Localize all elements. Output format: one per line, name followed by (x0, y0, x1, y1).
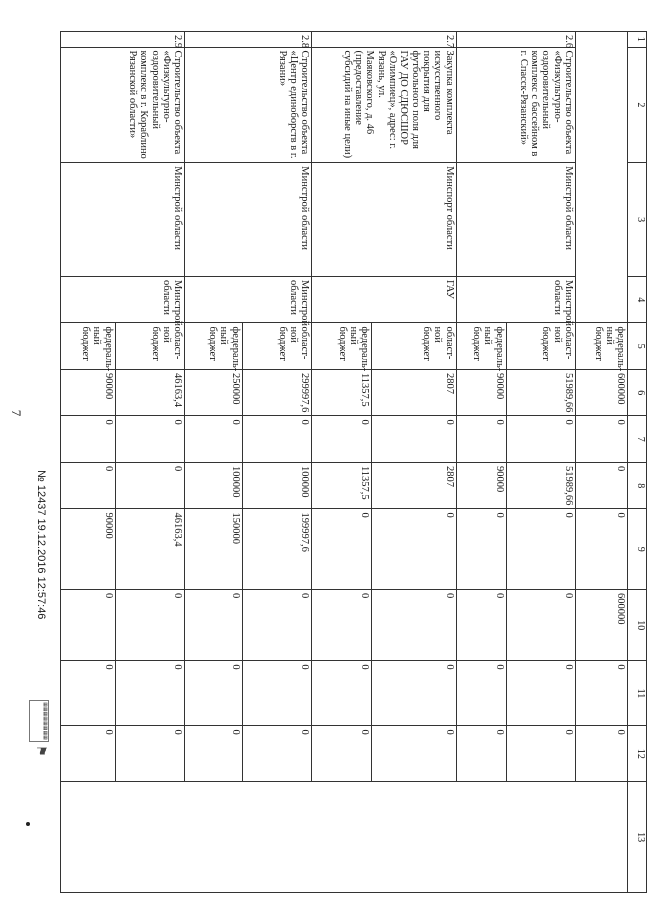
row-num-cell: 2.6 (456, 32, 575, 48)
value-cell-c6: 90000 (61, 369, 116, 416)
value-cell-c11: 0 (185, 661, 242, 726)
header-cell: 7 (628, 416, 647, 463)
value-cell-c8: 0 (115, 462, 185, 509)
value-cell-c6: 46163,4 (115, 369, 185, 416)
budget-source-cell: област- ной бюджет (115, 323, 185, 370)
value-cell-c12: 0 (312, 726, 372, 782)
header-cell: 11 (628, 661, 647, 726)
value-cell-c9: 150000 (185, 509, 242, 590)
row-name-cell: Строительство объекта «Физкультурно-оздоровительный комплекс в г. Кораблино Рязанской области» (61, 47, 185, 163)
value-cell-c12: 0 (576, 726, 628, 782)
row-customer-cell: Минстрой области (456, 163, 575, 277)
value-cell-c10: 0 (242, 590, 312, 661)
row-name-cell: Закупка комплекта искусственного покрытия для футбольного поля для ГАУ ДО СДЮСШОР «Олимпиец», адрес: г. Рязань, ул. Маяковского, д. 46 (предоставление субсидий на иные цели) (312, 47, 457, 163)
value-cell-c8: 2807 (372, 462, 457, 509)
value-cell-c9: 0 (372, 509, 457, 590)
value-cell-c10: 0 (456, 590, 506, 661)
value-cell-c12: 0 (372, 726, 457, 782)
value-cell-c8: 100000 (185, 462, 242, 509)
row-executor-cell: Минстрой области (185, 276, 312, 323)
value-cell-c7: 0 (242, 416, 312, 463)
stamp-flag-icon: ⚑ (34, 745, 49, 757)
row-spacer-cell (576, 32, 628, 323)
table-row (506, 32, 576, 893)
value-cell-c12: 0 (185, 726, 242, 782)
header-cell: 1 (628, 32, 647, 48)
value-cell-c10: 0 (115, 590, 185, 661)
value-cell-c6: 90000 (456, 369, 506, 416)
header-cell: 4 (628, 276, 647, 323)
table-row (372, 32, 457, 893)
value-cell-c8: 0 (576, 462, 628, 509)
value-cell-c8: 100000 (242, 462, 312, 509)
value-cell-c9: 90000 (61, 509, 116, 590)
budget-source-cell: област- ной бюджет (242, 323, 312, 370)
budget-source-cell: федераль- ный бюджет (312, 323, 372, 370)
value-cell-c11: 0 (312, 661, 372, 726)
row-executor-cell: Минстрой области (61, 276, 185, 323)
value-cell-c11: 0 (456, 661, 506, 726)
budget-source-cell: област- ной бюджет (372, 323, 457, 370)
value-cell-c6: 250000 (185, 369, 242, 416)
row-name-cell: Строительство объекта «Физкультурно-оздоровительный комплекс с бассейном в г. Спасск-Рязанский» (456, 47, 575, 163)
header-cell: 8 (628, 462, 647, 509)
header-cell: 10 (628, 590, 647, 661)
row-customer-cell: Минстрой области (185, 163, 312, 277)
value-cell-c11: 0 (372, 661, 457, 726)
value-cell-c10: 0 (372, 590, 457, 661)
registry-stamp: ▦▦▦▦▦▦▦▦ (29, 700, 49, 742)
header-row (628, 32, 647, 893)
notes-cell (61, 782, 628, 893)
value-cell-c9: 199997,6 (242, 509, 312, 590)
row-executor-cell: Минстрой области (456, 276, 575, 323)
value-cell-c7: 0 (576, 416, 628, 463)
program-table-sheet (60, 31, 647, 893)
value-cell-c10: 600000 (576, 590, 628, 661)
value-cell-c6: 2807 (372, 369, 457, 416)
value-cell-c6: 600000 (576, 369, 628, 416)
header-cell: 12 (628, 726, 647, 782)
value-cell-c8: 90000 (456, 462, 506, 509)
row-num-cell: 2.7 (312, 32, 457, 48)
value-cell-c6: 299997,6 (242, 369, 312, 416)
value-cell-c6: 11357,5 (312, 369, 372, 416)
table-row (115, 32, 185, 893)
value-cell-c12: 0 (61, 726, 116, 782)
budget-source-cell: област- ной бюджет (506, 323, 576, 370)
value-cell-c12: 0 (115, 726, 185, 782)
value-cell-c7: 0 (61, 416, 116, 463)
header-cell: 6 (628, 369, 647, 416)
header-cell: 5 (628, 323, 647, 370)
value-cell-c9: 0 (456, 509, 506, 590)
value-cell-c11: 0 (115, 661, 185, 726)
value-cell-c12: 0 (242, 726, 312, 782)
header-cell: 3 (628, 163, 647, 277)
budget-source-cell: федераль- ный бюджет (185, 323, 242, 370)
value-cell-c11: 0 (242, 661, 312, 726)
value-cell-c7: 0 (456, 416, 506, 463)
value-cell-c10: 0 (506, 590, 576, 661)
value-cell-c7: 0 (185, 416, 242, 463)
budget-source-cell: федераль- ный бюджет (456, 323, 506, 370)
value-cell-c10: 0 (185, 590, 242, 661)
value-cell-c11: 0 (61, 661, 116, 726)
header-cell: 2 (628, 47, 647, 163)
value-cell-c12: 0 (506, 726, 576, 782)
budget-source-cell: федераль- ный бюджет (576, 323, 628, 370)
value-cell-c7: 0 (312, 416, 372, 463)
value-cell-c9: 0 (576, 509, 628, 590)
row-name-cell: Строительство объекта «Центр единоборств в г. Рязани» (185, 47, 312, 163)
row-num-cell: 2.9 (61, 32, 185, 48)
page-number: 7 (9, 409, 24, 417)
value-cell-c7: 0 (372, 416, 457, 463)
table-row (242, 32, 312, 893)
value-cell-c10: 0 (61, 590, 116, 661)
value-cell-c8: 11357,5 (312, 462, 372, 509)
row-customer-cell: Минспорт области (312, 163, 457, 277)
value-cell-c6: 51989,66 (506, 369, 576, 416)
value-cell-c7: 0 (506, 416, 576, 463)
value-cell-c9: 46163,4 (115, 509, 185, 590)
row-customer-cell: Минстрой области (61, 163, 185, 277)
program-table (60, 31, 647, 893)
value-cell-c11: 0 (576, 661, 628, 726)
header-cell: 13 (628, 782, 647, 893)
value-cell-c12: 0 (456, 726, 506, 782)
row-num-cell: 2.8 (185, 32, 312, 48)
value-cell-c9: 0 (506, 509, 576, 590)
registration-number: № 12437 19.12.2016 12:57:46 (35, 470, 47, 620)
value-cell-c10: 0 (312, 590, 372, 661)
value-cell-c7: 0 (115, 416, 185, 463)
table-row (576, 32, 628, 893)
value-cell-c8: 51989,66 (506, 462, 576, 509)
value-cell-c11: 0 (506, 661, 576, 726)
row-executor-cell: ГАУ (312, 276, 457, 323)
header-cell: 9 (628, 509, 647, 590)
value-cell-c9: 0 (312, 509, 372, 590)
value-cell-c8: 0 (61, 462, 116, 509)
budget-source-cell: федераль- ный бюджет (61, 323, 116, 370)
